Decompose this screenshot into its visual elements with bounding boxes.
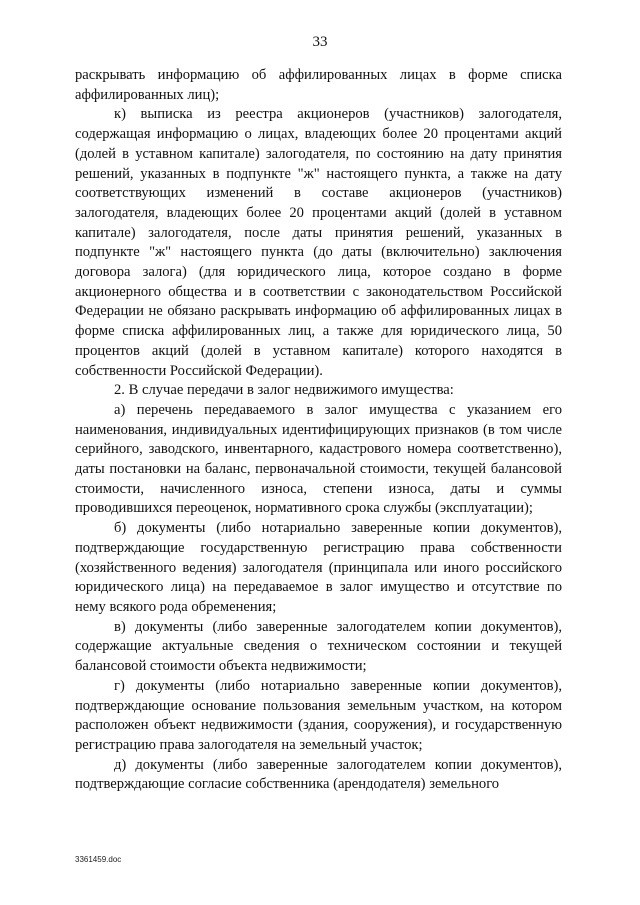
- footer-filename: 3361459.doc: [75, 855, 122, 864]
- paragraph-item-g: г) документы (либо нотариально заверенные копии документов), подтверждающие основание пользования земельным участком, на котором расположен объект недвижимости (здания, сооружения), и государственную регистрацию права залогодателя на земельный участок;: [75, 677, 562, 753]
- paragraph-item-a: а) перечень передаваемого в залог имущества с указанием его наименования, индивидуальных идентифицирующих признаков (в том числе серийного, заводского, инвентарного, кадастрового номера соответственно), даты постановки на баланс, первоначальной стоимости, текущей балансовой стоимости, начисленного износа, степени износа, даты и суммы проводившихся переоценок, нормативного срока службы (эксплуатации);: [75, 401, 562, 517]
- paragraph-section-2: 2. В случае передачи в залог недвижимого имущества:: [114, 382, 454, 399]
- page-number: 33: [312, 34, 328, 50]
- paragraph-item-v: в) документы (либо заверенные залогодателем копии документов), содержащие актуальные сведения о техническом состоянии и текущей балансовой стоимости объекта недвижимости;: [75, 618, 562, 675]
- paragraph-item-d: д) документы (либо заверенные залогодателем копии документов), подтверждающие согласие собственника (арендодателя) земельного: [75, 756, 562, 793]
- paragraph-item-k: к) выписка из реестра акционеров (участников) залогодателя, содержащая информацию о лицах, владеющих более 20 процентами акций (долей в уставном капитале) залогодателя, по состоянию на дату принятия решений, указанных в подпункте "ж" настоящего пункта, а также на дату соответствующих изменений в составе акционеров (участников) залогодателя, владеющих более 20 процентами акций (долей в уставном капитале) залогодателя, после даты принятия решений, указанных в подпункте "ж" настоящего пункта (до даты (включительно) заключения договора залога) (для юридического лица, которое создано в форме акционерного общества и в соответствии с законодательством Российской Федерации не обязано раскрывать информацию об аффилированных лицах в форме списка аффилированных лиц, а также для юридического лица, 50 процентов акций (долей в уставном капитале) которого находятся в собственности Российской Федерации).: [75, 106, 562, 379]
- paragraph-item-b: б) документы (либо нотариально заверенные копии документов), подтверждающие государственную регистрацию права собственности (хозяйственного ведения) залогодателя (принципала или иного российского юридического лица) на передаваемое в залог имущество и отсутствие по нему всякого рода обременения;: [75, 520, 562, 615]
- paragraph-continuation: раскрывать информацию об аффилированных лицах в форме списка аффилированных лиц);: [75, 67, 562, 103]
- document-body: [75, 66, 562, 795]
